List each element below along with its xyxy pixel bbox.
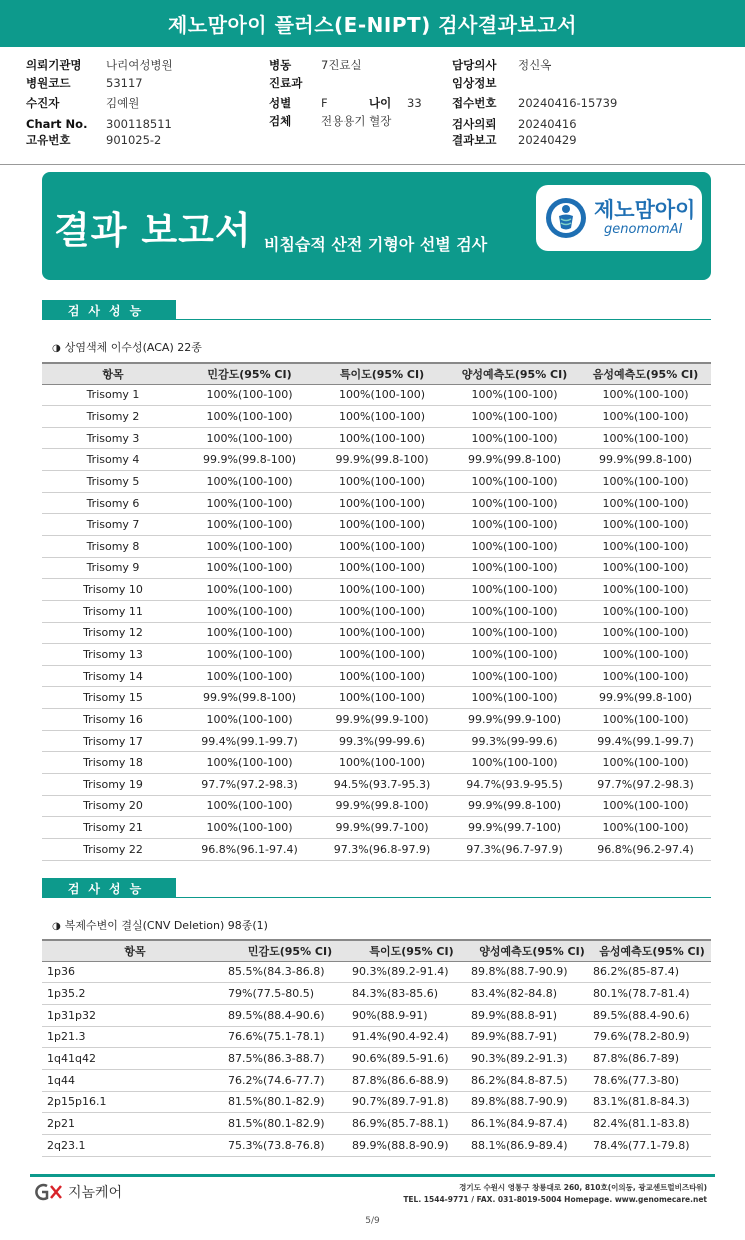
- value-cell: 100%(100-100): [580, 492, 711, 514]
- section2-line: [42, 897, 711, 898]
- table-row: [42, 535, 711, 557]
- value-cell: 100%(100-100): [315, 557, 449, 579]
- info-clinical: 임상정보: [452, 75, 497, 90]
- value-cell: 82.4%(81.1-83.8): [593, 1113, 711, 1135]
- value-cell: 100%(100-100): [449, 644, 580, 666]
- result-hero-banner: [42, 172, 711, 280]
- value-cell: 90.3%(89.2-91.4): [352, 961, 471, 983]
- value-cell: 90%(88.9-91): [352, 1004, 471, 1026]
- column-header: 음성예측도(95% CI): [580, 363, 711, 384]
- value-cell: 100%(100-100): [580, 665, 711, 687]
- info-doctor: 담당의사 정신옥: [452, 57, 552, 72]
- value-cell: 100%(100-100): [449, 471, 580, 493]
- value-cell: 100%(100-100): [184, 644, 315, 666]
- half-circle-bullet-icon: ◑: [52, 921, 61, 932]
- value-cell: 99.9%(99.7-100): [449, 817, 580, 839]
- value-cell: 91.4%(90.4-92.4): [352, 1026, 471, 1048]
- value-cell: 99.9%(99.7-100): [315, 817, 449, 839]
- row-label-cell: 1p31p32: [42, 1004, 228, 1026]
- value-cell: 96.8%(96.1-97.4): [184, 838, 315, 860]
- info-age-value: 33: [407, 95, 422, 110]
- value-cell: 100%(100-100): [315, 384, 449, 406]
- row-label-cell: Trisomy 16: [42, 709, 184, 731]
- value-cell: 89.8%(88.7-90.9): [471, 961, 593, 983]
- cnv-deletion-table: [42, 939, 711, 1157]
- value-cell: 79%(77.5-80.5): [228, 983, 352, 1005]
- value-cell: 89.9%(88.8-91): [471, 1004, 593, 1026]
- report-title-banner: [0, 0, 745, 47]
- value-cell: 100%(100-100): [449, 514, 580, 536]
- table-row: [42, 961, 711, 983]
- value-cell: 100%(100-100): [184, 557, 315, 579]
- value-cell: 100%(100-100): [315, 622, 449, 644]
- value-cell: 100%(100-100): [184, 427, 315, 449]
- table-row: [42, 752, 711, 774]
- table-row: [42, 774, 711, 796]
- value-cell: 89.5%(88.4-90.6): [228, 1004, 352, 1026]
- row-label-cell: Trisomy 21: [42, 817, 184, 839]
- value-cell: 97.7%(97.2-98.3): [184, 774, 315, 796]
- table-row: [42, 514, 711, 536]
- row-label-cell: 2q23.1: [42, 1135, 228, 1157]
- section1-line: [42, 319, 711, 320]
- value-cell: 100%(100-100): [315, 600, 449, 622]
- value-cell: 99.9%(99.8-100): [315, 795, 449, 817]
- value-cell: 90.3%(89.2-91.3): [471, 1048, 593, 1070]
- table-row: [42, 492, 711, 514]
- footer-address-block: [403, 1182, 707, 1206]
- column-header: 민감도(95% CI): [184, 363, 315, 384]
- info-age-label: 나이: [369, 95, 392, 110]
- info-specimen: 검체 전용용기 혈장: [269, 113, 392, 128]
- value-cell: 99.9%(99.8-100): [580, 449, 711, 471]
- hero-title: 결과 보고서: [54, 209, 252, 252]
- row-label-cell: Trisomy 17: [42, 730, 184, 752]
- value-cell: 83.4%(82-84.8): [471, 983, 593, 1005]
- info-request-date: 검사의뢰 20240416: [452, 116, 577, 131]
- value-cell: 100%(100-100): [184, 665, 315, 687]
- genomecare-logo-icon: [34, 1182, 64, 1202]
- value-cell: 87.8%(86.6-88.9): [352, 1069, 471, 1091]
- table-row: [42, 579, 711, 601]
- column-header: 민감도(95% CI): [228, 940, 352, 961]
- table-row: [42, 1004, 711, 1026]
- footer-company: 지놈케어: [68, 1185, 123, 1201]
- value-cell: 100%(100-100): [315, 752, 449, 774]
- info-sex: 성별 F 나이 33: [269, 95, 422, 110]
- value-cell: 89.5%(88.4-90.6): [593, 1004, 711, 1026]
- value-cell: 100%(100-100): [315, 687, 449, 709]
- info-department: 진료과: [269, 75, 303, 90]
- genomom-logo: [536, 185, 702, 251]
- footer-divider: [30, 1174, 715, 1177]
- table-row: [42, 644, 711, 666]
- value-cell: 100%(100-100): [580, 427, 711, 449]
- value-cell: 100%(100-100): [449, 406, 580, 428]
- value-cell: 100%(100-100): [184, 492, 315, 514]
- value-cell: 100%(100-100): [184, 752, 315, 774]
- value-cell: 76.2%(74.6-77.7): [228, 1069, 352, 1091]
- value-cell: 81.5%(80.1-82.9): [228, 1113, 352, 1135]
- genomom-logo-icon: [544, 196, 588, 240]
- value-cell: 88.1%(86.9-89.4): [471, 1135, 593, 1157]
- row-label-cell: Trisomy 13: [42, 644, 184, 666]
- value-cell: 99.9%(99.8-100): [580, 687, 711, 709]
- value-cell: 99.9%(99.8-100): [315, 449, 449, 471]
- value-cell: 100%(100-100): [184, 709, 315, 731]
- value-cell: 100%(100-100): [184, 817, 315, 839]
- value-cell: 100%(100-100): [449, 665, 580, 687]
- value-cell: 100%(100-100): [315, 492, 449, 514]
- column-header: 특이도(95% CI): [315, 363, 449, 384]
- row-label-cell: Trisomy 7: [42, 514, 184, 536]
- value-cell: 100%(100-100): [315, 644, 449, 666]
- genomecare-logo: [34, 1182, 122, 1202]
- row-label-cell: Trisomy 12: [42, 622, 184, 644]
- value-cell: 100%(100-100): [184, 406, 315, 428]
- value-cell: 100%(100-100): [580, 622, 711, 644]
- row-label-cell: Trisomy 8: [42, 535, 184, 557]
- value-cell: 100%(100-100): [449, 557, 580, 579]
- row-label-cell: 1p21.3: [42, 1026, 228, 1048]
- value-cell: 100%(100-100): [184, 622, 315, 644]
- row-label-cell: Trisomy 11: [42, 600, 184, 622]
- section2-subtitle: ◑ 복제수변이 결실(CNV Deletion) 98종(1): [52, 919, 268, 932]
- column-header: 양성예측도(95% CI): [471, 940, 593, 961]
- table-header-row: [42, 940, 711, 961]
- value-cell: 100%(100-100): [580, 795, 711, 817]
- row-label-cell: Trisomy 15: [42, 687, 184, 709]
- value-cell: 97.7%(97.2-98.3): [580, 774, 711, 796]
- logo-korean: 제노맘아이: [594, 198, 696, 222]
- row-label-cell: Trisomy 19: [42, 774, 184, 796]
- row-label-cell: Trisomy 4: [42, 449, 184, 471]
- column-header: 항목: [42, 363, 184, 384]
- info-institution: 의뢰기관명 나리여성병원: [26, 57, 173, 72]
- column-header: 항목: [42, 940, 228, 961]
- row-label-cell: 2p21: [42, 1113, 228, 1135]
- value-cell: 87.8%(86.7-89): [593, 1048, 711, 1070]
- table-row: [42, 709, 711, 731]
- value-cell: 100%(100-100): [315, 427, 449, 449]
- value-cell: 96.8%(96.2-97.4): [580, 838, 711, 860]
- hero-subtitle: 비침습적 산전 기형아 선별 검사: [264, 235, 488, 254]
- value-cell: 100%(100-100): [315, 579, 449, 601]
- table-row: [42, 427, 711, 449]
- row-label-cell: Trisomy 6: [42, 492, 184, 514]
- value-cell: 86.2%(84.8-87.5): [471, 1069, 593, 1091]
- value-cell: 100%(100-100): [449, 579, 580, 601]
- value-cell: 100%(100-100): [580, 514, 711, 536]
- info-hospital-code: 병원코드 53117: [26, 75, 143, 90]
- value-cell: 100%(100-100): [580, 557, 711, 579]
- value-cell: 100%(100-100): [449, 622, 580, 644]
- row-label-cell: Trisomy 3: [42, 427, 184, 449]
- value-cell: 100%(100-100): [315, 535, 449, 557]
- value-cell: 78.4%(77.1-79.8): [593, 1135, 711, 1157]
- value-cell: 100%(100-100): [580, 644, 711, 666]
- table-row: [42, 983, 711, 1005]
- value-cell: 99.4%(99.1-99.7): [580, 730, 711, 752]
- table-row: [42, 449, 711, 471]
- value-cell: 100%(100-100): [184, 795, 315, 817]
- value-cell: 84.3%(83-85.6): [352, 983, 471, 1005]
- row-label-cell: Trisomy 18: [42, 752, 184, 774]
- half-circle-bullet-icon: ◑: [52, 343, 61, 354]
- value-cell: 100%(100-100): [184, 471, 315, 493]
- value-cell: 99.9%(99.8-100): [449, 449, 580, 471]
- table-row: [42, 384, 711, 406]
- value-cell: 89.9%(88.8-90.9): [352, 1135, 471, 1157]
- row-label-cell: Trisomy 1: [42, 384, 184, 406]
- table-row: [42, 1048, 711, 1070]
- value-cell: 87.5%(86.3-88.7): [228, 1048, 352, 1070]
- value-cell: 86.1%(84.9-87.4): [471, 1113, 593, 1135]
- value-cell: 100%(100-100): [580, 600, 711, 622]
- value-cell: 100%(100-100): [184, 535, 315, 557]
- row-label-cell: Trisomy 20: [42, 795, 184, 817]
- row-label-cell: 1p36: [42, 961, 228, 983]
- value-cell: 85.5%(84.3-86.8): [228, 961, 352, 983]
- row-label-cell: Trisomy 9: [42, 557, 184, 579]
- table-row: [42, 687, 711, 709]
- section1-tab: 검사성능: [42, 300, 176, 320]
- table-row: [42, 730, 711, 752]
- value-cell: 100%(100-100): [315, 665, 449, 687]
- value-cell: 90.7%(89.7-91.8): [352, 1091, 471, 1113]
- value-cell: 100%(100-100): [184, 384, 315, 406]
- row-label-cell: Trisomy 5: [42, 471, 184, 493]
- table-row: [42, 471, 711, 493]
- value-cell: 100%(100-100): [580, 709, 711, 731]
- value-cell: 89.9%(88.7-91): [471, 1026, 593, 1048]
- value-cell: 100%(100-100): [580, 406, 711, 428]
- logo-english: genomomAI: [604, 222, 683, 237]
- value-cell: 100%(100-100): [315, 514, 449, 536]
- value-cell: 99.3%(99-99.6): [315, 730, 449, 752]
- table-row: [42, 1135, 711, 1157]
- value-cell: 90.6%(89.5-91.6): [352, 1048, 471, 1070]
- table-row: [42, 406, 711, 428]
- value-cell: 99.4%(99.1-99.7): [184, 730, 315, 752]
- value-cell: 100%(100-100): [449, 427, 580, 449]
- value-cell: 100%(100-100): [580, 752, 711, 774]
- value-cell: 75.3%(73.8-76.8): [228, 1135, 352, 1157]
- value-cell: 100%(100-100): [315, 471, 449, 493]
- table-row: [42, 557, 711, 579]
- value-cell: 100%(100-100): [184, 514, 315, 536]
- column-header: 음성예측도(95% CI): [593, 940, 711, 961]
- table-row: [42, 600, 711, 622]
- page-number: 5/9: [365, 1216, 380, 1226]
- value-cell: 97.3%(96.8-97.9): [315, 838, 449, 860]
- value-cell: 89.8%(88.7-90.9): [471, 1091, 593, 1113]
- row-label-cell: 1q41q42: [42, 1048, 228, 1070]
- value-cell: 94.7%(93.9-95.5): [449, 774, 580, 796]
- info-divider: [0, 164, 745, 165]
- value-cell: 99.9%(99.9-100): [449, 709, 580, 731]
- table-row: [42, 795, 711, 817]
- column-header: 양성예측도(95% CI): [449, 363, 580, 384]
- value-cell: 78.6%(77.3-80): [593, 1069, 711, 1091]
- info-patient: 수진자 김예원: [26, 95, 140, 110]
- value-cell: 99.9%(99.8-100): [184, 449, 315, 471]
- value-cell: 100%(100-100): [184, 600, 315, 622]
- table-row: [42, 1113, 711, 1135]
- info-chart-no: Chart No. 300118511: [26, 116, 172, 131]
- value-cell: 76.6%(75.1-78.1): [228, 1026, 352, 1048]
- row-label-cell: 1p35.2: [42, 983, 228, 1005]
- value-cell: 100%(100-100): [449, 384, 580, 406]
- row-label-cell: Trisomy 10: [42, 579, 184, 601]
- value-cell: 80.1%(78.7-81.4): [593, 983, 711, 1005]
- value-cell: 99.9%(99.8-100): [184, 687, 315, 709]
- aca-performance-table: [42, 362, 711, 861]
- footer-contact: TEL. 1544-9771 / FAX. 031-8019-5004 Homepage. www.genomecare.net: [403, 1195, 707, 1204]
- row-label-cell: Trisomy 22: [42, 838, 184, 860]
- value-cell: 97.3%(96.7-97.9): [449, 838, 580, 860]
- value-cell: 100%(100-100): [449, 492, 580, 514]
- table-row: [42, 1069, 711, 1091]
- info-unique-no: 고유번호 901025-2: [26, 132, 162, 147]
- value-cell: 100%(100-100): [184, 579, 315, 601]
- value-cell: 100%(100-100): [580, 817, 711, 839]
- table-row: [42, 622, 711, 644]
- footer-address: 경기도 수원시 영통구 창룡대로 260, 810호(이의동, 광교센트럴비즈타워): [459, 1183, 707, 1192]
- row-label-cell: Trisomy 14: [42, 665, 184, 687]
- row-label-cell: 2p15p16.1: [42, 1091, 228, 1113]
- value-cell: 100%(100-100): [449, 600, 580, 622]
- info-ward: 병동 7진료실: [269, 57, 362, 72]
- value-cell: 79.6%(78.2-80.9): [593, 1026, 711, 1048]
- table-row: [42, 1026, 711, 1048]
- value-cell: 100%(100-100): [449, 687, 580, 709]
- value-cell: 100%(100-100): [315, 406, 449, 428]
- value-cell: 94.5%(93.7-95.3): [315, 774, 449, 796]
- value-cell: 86.9%(85.7-88.1): [352, 1113, 471, 1135]
- report-title: 제노맘아이 플러스(E-NIPT) 검사결과보고서: [168, 13, 577, 37]
- value-cell: 100%(100-100): [449, 535, 580, 557]
- value-cell: 99.9%(99.8-100): [449, 795, 580, 817]
- info-receipt-no: 접수번호 20240416-15739: [452, 95, 618, 110]
- value-cell: 86.2%(85-87.4): [593, 961, 711, 983]
- value-cell: 100%(100-100): [449, 752, 580, 774]
- table-header-row: [42, 363, 711, 384]
- row-label-cell: 1q44: [42, 1069, 228, 1091]
- value-cell: 81.5%(80.1-82.9): [228, 1091, 352, 1113]
- table-row: [42, 665, 711, 687]
- section1-subtitle: ◑ 상염색체 이수성(ACA) 22종: [52, 341, 202, 354]
- value-cell: 100%(100-100): [580, 384, 711, 406]
- value-cell: 99.3%(99-99.6): [449, 730, 580, 752]
- table-row: [42, 838, 711, 860]
- value-cell: 100%(100-100): [580, 579, 711, 601]
- section2-tab: 검사성능: [42, 878, 176, 898]
- value-cell: 100%(100-100): [580, 535, 711, 557]
- value-cell: 83.1%(81.8-84.3): [593, 1091, 711, 1113]
- value-cell: 99.9%(99.9-100): [315, 709, 449, 731]
- row-label-cell: Trisomy 2: [42, 406, 184, 428]
- value-cell: 100%(100-100): [580, 471, 711, 493]
- info-report-date: 결과보고 20240429: [452, 132, 577, 147]
- table-row: [42, 817, 711, 839]
- column-header: 특이도(95% CI): [352, 940, 471, 961]
- table-row: [42, 1091, 711, 1113]
